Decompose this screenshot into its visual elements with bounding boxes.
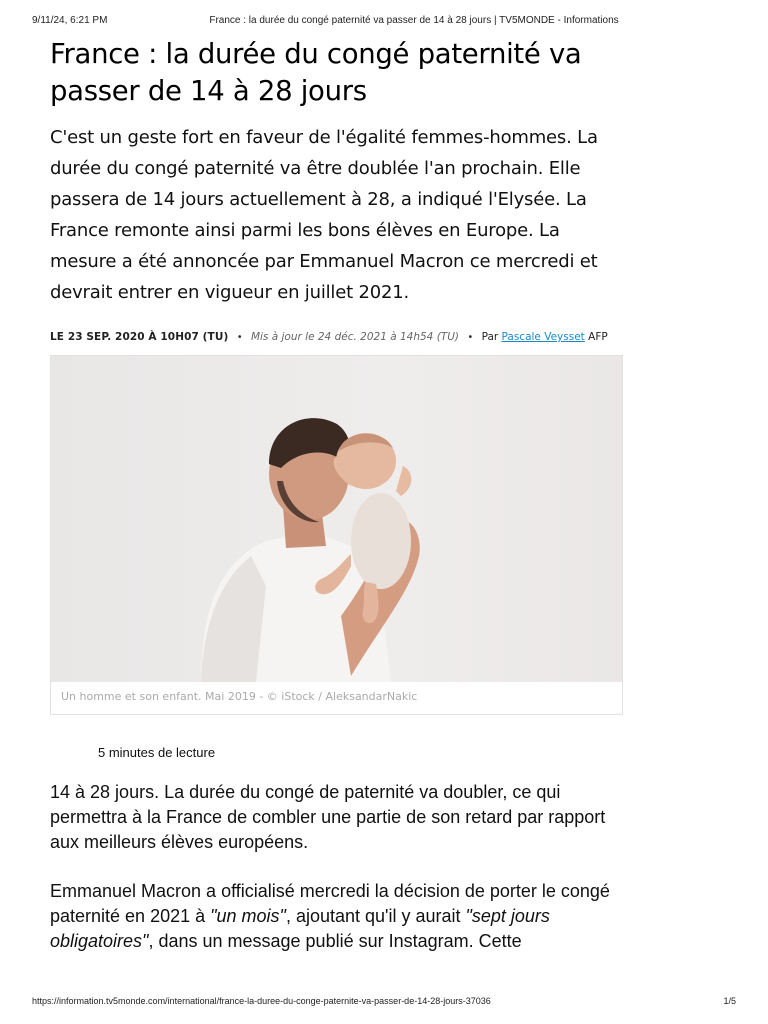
article-body bbox=[50, 780, 620, 954]
article-figure bbox=[50, 355, 623, 715]
article-photo bbox=[51, 356, 622, 682]
publish-date: LE 23 SEP. 2020 À 10H07 (TU) bbox=[50, 331, 229, 343]
paragraph-text: , ajoutant qu'il y aurait bbox=[285, 906, 466, 926]
body-paragraph: 14 à 28 jours. La durée du congé de paternité va doubler, ce qui permettra à la France de combler une partie de son retard par rapport aux meilleurs élèves européens. bbox=[50, 782, 606, 852]
paragraph-text: , dans un message publié sur Instagram. Cette bbox=[148, 931, 522, 951]
agency-label: AFP bbox=[588, 331, 608, 343]
print-page-title: France : la durée du congé paternité va passer de 14 à 28 jours | TV5MONDE - Informations bbox=[209, 15, 619, 26]
meta-separator: • bbox=[236, 332, 243, 343]
print-footer bbox=[32, 996, 736, 1010]
print-header bbox=[32, 15, 736, 31]
quote-text: "un mois" bbox=[210, 906, 286, 926]
article-headline: France : la durée du congé paternité va passer de 14 à 28 jours bbox=[50, 38, 582, 107]
author-link[interactable]: Pascale Veysset bbox=[501, 331, 585, 343]
update-date: Mis à jour le 24 déc. 2021 à 14h54 (TU) bbox=[250, 331, 459, 343]
meta-separator: • bbox=[467, 332, 474, 343]
article bbox=[50, 36, 630, 954]
article-meta bbox=[50, 329, 630, 345]
body-paragraph bbox=[50, 879, 620, 954]
article-lead: C'est un geste fort en faveur de l'égalité femmes-hommes. La durée du congé paternité va être doublée l'an prochain. Elle passera de 14 jours actuellement à 28, a indiqué l'Elysée. La France remonte ainsi parmi les bons élèves en Europe. La mesure a été annoncée par Emmanuel Macron ce mercredi et devrait entrer en vigueur en juillet 2021. bbox=[50, 127, 598, 303]
print-datetime: 9/11/24, 6:21 PM bbox=[32, 15, 108, 26]
byline-prefix: Par bbox=[481, 331, 499, 343]
photo-caption: Un homme et son enfant. Mai 2019 - © iStock / AleksandarNakic bbox=[61, 690, 418, 703]
page-number: 1/5 bbox=[723, 996, 736, 1006]
paragraph-text: Emmanuel Macron a officialisé mercredi la décision de porter le congé paternité en 2021 à bbox=[50, 881, 610, 926]
quote-text: "sept jours obligatoires" bbox=[50, 906, 550, 951]
reading-time: 5 minutes de lecture bbox=[98, 745, 216, 760]
print-url: https://information.tv5monde.com/international/france-la-duree-du-conge-paternite-va-passer-de-14-28-jours-37036 bbox=[32, 996, 491, 1006]
